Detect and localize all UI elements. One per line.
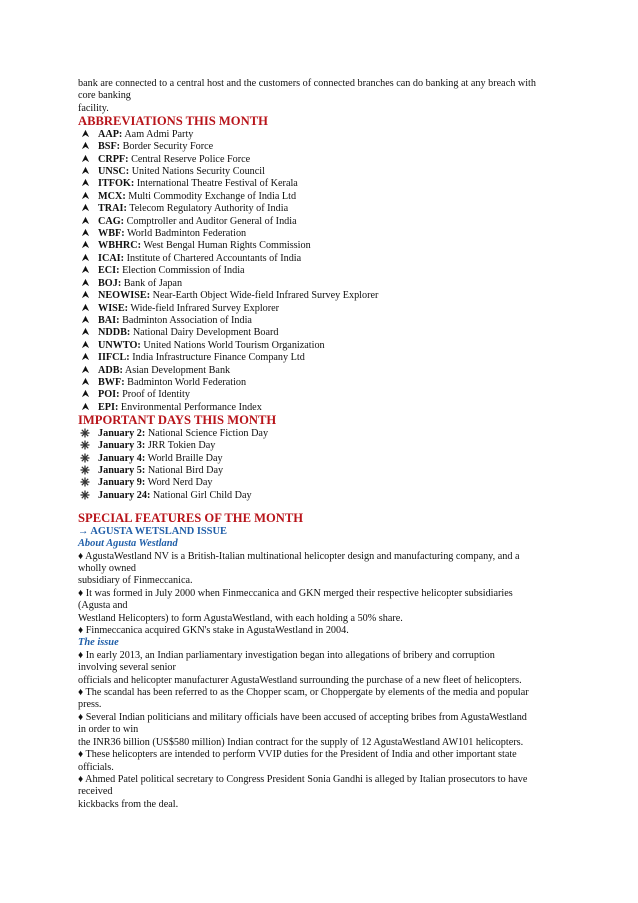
about-line: Westland Helicopters) to form AgustaWestland, with each holding a 50% share. xyxy=(78,612,403,624)
abbreviation-item xyxy=(78,327,563,339)
day-date: January 3: xyxy=(98,440,146,452)
up-arrowhead-icon xyxy=(79,377,91,389)
abbreviation-code: ADB: xyxy=(98,364,123,376)
document-page xyxy=(78,78,563,811)
special-features-heading: SPECIAL FEATURES OF THE MONTH xyxy=(78,511,304,526)
about-line: ♦ AgustaWestland NV is a British-Italian multinational helicopter design and manufacturing company, and a xyxy=(78,550,520,562)
day-name: World Braille Day xyxy=(147,452,223,464)
abbreviation-item xyxy=(78,191,563,203)
abbreviation-code: TRAI: xyxy=(98,203,127,215)
day-date: January 2: xyxy=(98,427,146,439)
issue-line: ♦ These helicopters are intended to perform VVIP duties for the President of India and other important state xyxy=(78,749,517,761)
about-line: ♦ Finmeccanica acquired GKN's stake in AgustaWestland in 2004. xyxy=(78,625,349,637)
day-name: Word Nerd Day xyxy=(147,477,213,489)
abbreviations-heading: ABBREVIATIONS THIS MONTH xyxy=(78,114,268,129)
up-arrowhead-icon xyxy=(79,166,91,178)
abbreviation-full: Wide-field Infrared Survey Explorer xyxy=(130,302,280,314)
abbreviation-code: BSF: xyxy=(98,141,121,153)
important-day-item xyxy=(78,440,563,452)
abbreviation-full: Badminton World Federation xyxy=(127,376,247,388)
abbreviation-code: CAG: xyxy=(98,215,125,227)
issue-line: officials and helicopter manufacturer AgustaWestland surrounding the purchase of a new fleet of helicopters. xyxy=(78,674,522,686)
abbreviation-code: MCX: xyxy=(98,190,126,202)
important-day-item xyxy=(78,453,563,465)
abbreviation-item xyxy=(78,240,563,252)
abbreviation-full: United Nations Security Council xyxy=(131,166,265,178)
abbreviation-code: UNSC: xyxy=(98,166,130,178)
important-days-heading: IMPORTANT DAYS THIS MONTH xyxy=(78,413,277,428)
day-date: January 24: xyxy=(98,489,151,501)
abbreviation-code: BOJ: xyxy=(98,277,122,289)
asterisk-star-icon xyxy=(79,490,91,504)
about-line: subsidiary of Finmeccanica. xyxy=(78,575,193,587)
abbreviation-item xyxy=(78,141,563,153)
abbreviation-item xyxy=(78,178,563,190)
abbreviation-code: EPI: xyxy=(98,401,119,413)
abbreviation-full: Asian Development Bank xyxy=(124,364,231,376)
abbreviation-full: Multi Commodity Exchange of India Ltd xyxy=(128,190,297,202)
abbreviation-item xyxy=(78,216,563,228)
abbreviation-item xyxy=(78,377,563,389)
abbreviation-code: BWF: xyxy=(98,376,125,388)
abbreviation-full: Near-Earth Object Wide-field Infrared Survey Explorer xyxy=(152,290,379,302)
abbreviation-full: Environmental Performance Index xyxy=(120,401,262,413)
abbreviation-full: Telecom Regulatory Authority of India xyxy=(129,203,289,215)
abbreviation-full: Comptroller and Auditor General of India xyxy=(126,215,297,227)
abbreviation-code: IIFCL: xyxy=(98,352,130,364)
up-arrowhead-icon xyxy=(79,340,91,352)
abbreviation-item xyxy=(78,278,563,290)
abbreviation-code: POI: xyxy=(98,389,120,401)
issue-line: ♦ Several Indian politicians and military officials have been accused of accepting bribes from AgustaWestland xyxy=(78,711,527,723)
day-name: National Science Fiction Day xyxy=(147,427,269,439)
abbreviations-list xyxy=(78,129,563,414)
up-arrowhead-icon xyxy=(79,327,91,339)
day-name: National Bird Day xyxy=(147,464,224,476)
important-day-item xyxy=(78,428,563,440)
issue-line: officials. xyxy=(78,761,114,773)
issue-title: → AGUSTA WETSLAND ISSUE xyxy=(78,525,227,537)
up-arrowhead-icon xyxy=(79,290,91,302)
day-date: January 9: xyxy=(98,477,146,489)
up-arrowhead-icon xyxy=(79,278,91,290)
abbreviation-item xyxy=(78,389,563,401)
abbreviation-full: West Bengal Human Rights Commission xyxy=(143,240,311,252)
issue-heading: The issue xyxy=(78,637,119,649)
issue-line: involving several senior xyxy=(78,662,176,674)
abbreviation-full: Election Commission of India xyxy=(122,265,245,277)
issue-line: ♦ In early 2013, an Indian parliamentary investigation began into allegations of bribery and corruption xyxy=(78,649,495,661)
abbreviation-code: UNWTO: xyxy=(98,339,141,351)
up-arrowhead-icon xyxy=(79,352,91,364)
abbreviation-item xyxy=(78,303,563,315)
issue-line: press. xyxy=(78,699,102,711)
up-arrowhead-icon xyxy=(79,191,91,203)
up-arrowhead-icon xyxy=(79,240,91,252)
issue-line: ♦ Ahmed Patel political secretary to Congress President Sonia Gandhi is alleged by Italian prosecutors to have xyxy=(78,773,528,785)
abbreviation-full: Central Reserve Police Force xyxy=(131,153,251,165)
abbreviation-item xyxy=(78,340,563,352)
up-arrowhead-icon xyxy=(79,141,91,153)
abbreviation-item xyxy=(78,166,563,178)
intro-line-3: facility. xyxy=(78,102,109,114)
abbreviation-code: WBHRC: xyxy=(98,240,142,252)
important-days-list xyxy=(78,428,563,502)
day-name: JRR Tokien Day xyxy=(147,440,216,452)
abbreviation-code: BAI: xyxy=(98,314,120,326)
issue-line: kickbacks from the deal. xyxy=(78,798,179,810)
abbreviation-full: India Infrastructure Finance Company Ltd xyxy=(132,352,305,364)
up-arrowhead-icon xyxy=(79,253,91,265)
day-name: National Girl Child Day xyxy=(152,489,252,501)
abbreviation-full: International Theatre Festival of Kerala xyxy=(136,178,298,190)
abbreviation-item xyxy=(78,290,563,302)
abbreviation-full: World Badminton Federation xyxy=(126,228,247,240)
intro-line-2: core banking xyxy=(78,90,131,102)
intro-line-1: bank are connected to a central host and the customers of connected branches can do banking at any breach with xyxy=(78,78,536,89)
abbreviation-code: WBF: xyxy=(98,228,125,240)
abbreviation-code: NDDB: xyxy=(98,327,131,339)
up-arrowhead-icon xyxy=(79,178,91,190)
abbreviation-full: Proof of Identity xyxy=(122,389,190,401)
up-arrowhead-icon xyxy=(79,315,91,327)
up-arrowhead-icon xyxy=(79,402,91,414)
issue-line: ♦ The scandal has been referred to as the Chopper scam, or Choppergate by elements of the media and popular xyxy=(78,687,529,699)
abbreviation-item xyxy=(78,315,563,327)
abbreviation-item xyxy=(78,203,563,215)
important-day-item xyxy=(78,465,563,477)
up-arrowhead-icon xyxy=(79,389,91,401)
abbreviation-code: AAP: xyxy=(98,128,123,140)
abbreviation-item xyxy=(78,352,563,364)
issue-paragraph xyxy=(78,650,563,811)
abbreviation-item xyxy=(78,402,563,414)
abbreviation-item xyxy=(78,154,563,166)
abbreviation-full: Bank of Japan xyxy=(123,277,183,289)
important-day-item xyxy=(78,490,563,502)
about-line: (Agusta and xyxy=(78,600,128,612)
up-arrowhead-icon xyxy=(79,129,91,141)
abbreviation-item xyxy=(78,253,563,265)
abbreviation-full: Aam Admi Party xyxy=(124,128,194,140)
abbreviation-code: ITFOK: xyxy=(98,178,135,190)
abbreviation-full: National Dairy Development Board xyxy=(132,327,279,339)
abbreviation-code: ICAI: xyxy=(98,252,125,264)
up-arrowhead-icon xyxy=(79,228,91,240)
about-heading: About Agusta Westland xyxy=(78,538,178,550)
abbreviation-full: Institute of Chartered Accountants of India xyxy=(126,252,302,264)
important-day-item xyxy=(78,477,563,489)
about-paragraph xyxy=(78,551,563,638)
abbreviation-full: Border Security Force xyxy=(122,141,214,153)
abbreviation-item xyxy=(78,365,563,377)
up-arrowhead-icon xyxy=(79,303,91,315)
abbreviation-code: NEOWISE: xyxy=(98,290,151,302)
up-arrowhead-icon xyxy=(79,203,91,215)
abbreviation-item xyxy=(78,265,563,277)
abbreviation-full: United Nations World Tourism Organization xyxy=(143,339,325,351)
about-line: wholly owned xyxy=(78,563,137,574)
issue-line: received xyxy=(78,786,113,798)
day-date: January 4: xyxy=(98,452,146,464)
about-line: ♦ It was formed in July 2000 when Finmeccanica and GKN merged their respective helicopter subsidiaries xyxy=(78,587,513,599)
up-arrowhead-icon xyxy=(79,216,91,228)
day-date: January 5: xyxy=(98,464,146,476)
abbreviation-code: CRPF: xyxy=(98,153,129,165)
issue-line: in order to win xyxy=(78,724,139,736)
abbreviation-code: WISE: xyxy=(98,302,129,314)
up-arrowhead-icon xyxy=(79,365,91,377)
abbreviation-item xyxy=(78,228,563,240)
up-arrowhead-icon xyxy=(79,265,91,277)
abbreviation-item xyxy=(78,129,563,141)
abbreviation-code: ECI: xyxy=(98,265,120,277)
abbreviation-full: Badminton Association of India xyxy=(122,314,252,326)
up-arrowhead-icon xyxy=(79,154,91,166)
issue-line: the INR36 billion (US$580 million) Indian contract for the supply of 12 AgustaWestland AW101 helicopters. xyxy=(78,736,524,748)
